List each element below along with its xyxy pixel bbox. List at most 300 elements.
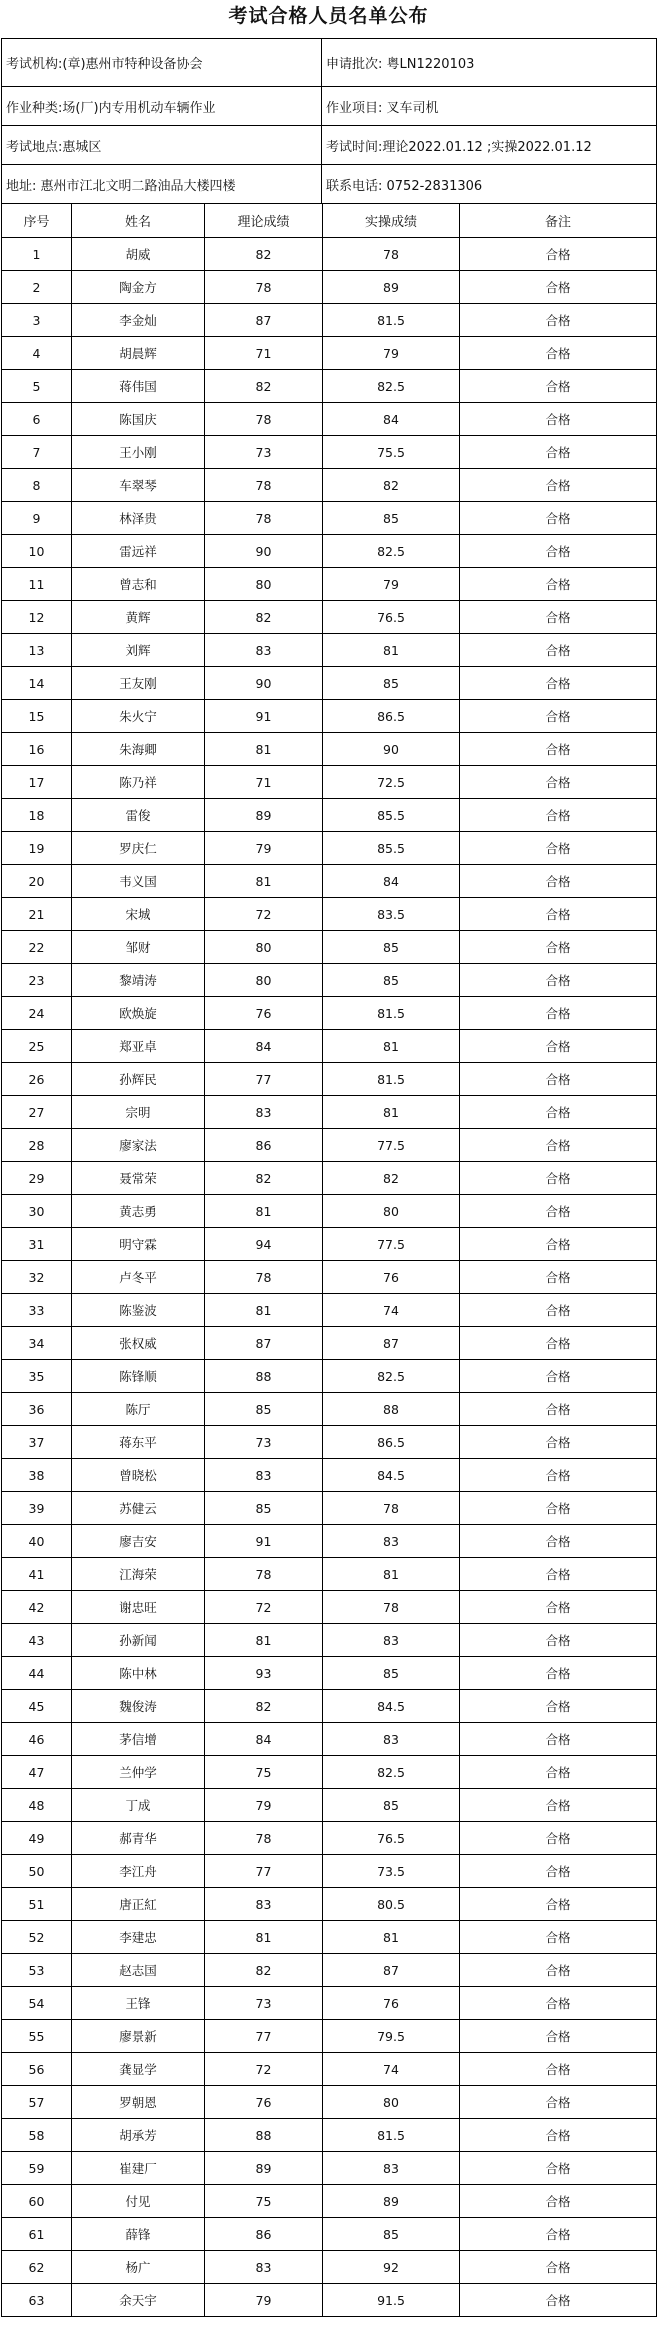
cell-index: 7 <box>2 436 72 469</box>
cell-name: 孙新闻 <box>72 1624 205 1657</box>
cell-index: 42 <box>2 1591 72 1624</box>
table-row <box>2 1756 657 1789</box>
cell-name: 陶金方 <box>72 271 205 304</box>
cell-index: 31 <box>2 1228 72 1261</box>
cell-remark: 合格 <box>460 2218 657 2251</box>
cell-remark: 合格 <box>460 1360 657 1393</box>
cell-practice-score: 84 <box>323 403 460 436</box>
cell-index: 50 <box>2 1855 72 1888</box>
cell-index: 5 <box>2 370 72 403</box>
cell-name: 曾志和 <box>72 568 205 601</box>
table-row <box>2 1591 657 1624</box>
cell-index: 16 <box>2 733 72 766</box>
cell-index: 15 <box>2 700 72 733</box>
cell-practice-score: 81 <box>323 634 460 667</box>
table-row <box>2 2185 657 2218</box>
table-row <box>2 1195 657 1228</box>
table-row <box>2 2284 657 2317</box>
cell-remark: 合格 <box>460 1393 657 1426</box>
cell-remark: 合格 <box>460 1789 657 1822</box>
cell-remark: 合格 <box>460 997 657 1030</box>
cell-remark: 合格 <box>460 1690 657 1723</box>
cell-theory-score: 82 <box>205 370 323 403</box>
table-row <box>2 1030 657 1063</box>
cell-remark: 合格 <box>460 865 657 898</box>
cell-remark: 合格 <box>460 1492 657 1525</box>
cell-remark: 合格 <box>460 2185 657 2218</box>
cell-name: 明守霖 <box>72 1228 205 1261</box>
cell-practice-score: 85 <box>323 931 460 964</box>
cell-name: 胡承芳 <box>72 2119 205 2152</box>
cell-practice-score: 87 <box>323 1327 460 1360</box>
cell-practice-score: 82.5 <box>323 370 460 403</box>
cell-name: 黎靖涛 <box>72 964 205 997</box>
cell-remark: 合格 <box>460 1162 657 1195</box>
cell-name: 李建忠 <box>72 1921 205 1954</box>
cell-index: 3 <box>2 304 72 337</box>
cell-remark: 合格 <box>460 502 657 535</box>
table-row <box>2 568 657 601</box>
cell-theory-score: 90 <box>205 535 323 568</box>
cell-name: 陈厅 <box>72 1393 205 1426</box>
cell-index: 27 <box>2 1096 72 1129</box>
cell-remark: 合格 <box>460 601 657 634</box>
cell-name: 廖景新 <box>72 2020 205 2053</box>
cell-index: 57 <box>2 2086 72 2119</box>
table-row <box>2 931 657 964</box>
cell-remark: 合格 <box>460 1195 657 1228</box>
cell-name: 茅信增 <box>72 1723 205 1756</box>
table-row <box>2 2119 657 2152</box>
table-row <box>2 1393 657 1426</box>
column-header-theory: 理论成绩 <box>205 204 323 238</box>
cell-theory-score: 82 <box>205 238 323 271</box>
cell-theory-score: 73 <box>205 1426 323 1459</box>
cell-theory-score: 78 <box>205 1822 323 1855</box>
cell-index: 32 <box>2 1261 72 1294</box>
cell-remark: 合格 <box>460 271 657 304</box>
cell-theory-score: 78 <box>205 469 323 502</box>
cell-name: 黄志勇 <box>72 1195 205 1228</box>
cell-practice-score: 88 <box>323 1393 460 1426</box>
table-row <box>2 832 657 865</box>
table-row <box>2 2251 657 2284</box>
cell-remark: 合格 <box>460 2086 657 2119</box>
table-row <box>2 1690 657 1723</box>
cell-theory-score: 79 <box>205 2284 323 2317</box>
cell-theory-score: 83 <box>205 2251 323 2284</box>
cell-name: 郑亚卓 <box>72 1030 205 1063</box>
table-row <box>2 1525 657 1558</box>
cell-index: 59 <box>2 2152 72 2185</box>
cell-remark: 合格 <box>460 1756 657 1789</box>
cell-practice-score: 76 <box>323 1261 460 1294</box>
cell-name: 杨广 <box>72 2251 205 2284</box>
table-row <box>2 1954 657 1987</box>
cell-remark: 合格 <box>460 898 657 931</box>
cell-practice-score: 81 <box>323 1921 460 1954</box>
cell-name: 罗朝恩 <box>72 2086 205 2119</box>
cell-remark: 合格 <box>460 1096 657 1129</box>
table-row <box>2 1558 657 1591</box>
page-title: 考试合格人员名单公布 <box>228 5 429 27</box>
cell-practice-score: 83 <box>323 1723 460 1756</box>
cell-practice-score: 81.5 <box>323 304 460 337</box>
cell-index: 13 <box>2 634 72 667</box>
cell-index: 29 <box>2 1162 72 1195</box>
exam-time: 考试时间:理论2022.01.12 ;实操2022.01.12 <box>322 126 657 165</box>
contact-phone: 联系电话: 0752-2831306 <box>322 165 657 204</box>
cell-practice-score: 76 <box>323 1987 460 2020</box>
table-row <box>2 1855 657 1888</box>
cell-index: 46 <box>2 1723 72 1756</box>
cell-practice-score: 89 <box>323 271 460 304</box>
cell-theory-score: 84 <box>205 1030 323 1063</box>
cell-practice-score: 72.5 <box>323 766 460 799</box>
cell-theory-score: 77 <box>205 1063 323 1096</box>
cell-index: 52 <box>2 1921 72 1954</box>
cell-practice-score: 83.5 <box>323 898 460 931</box>
cell-name: 余天宇 <box>72 2284 205 2317</box>
cell-practice-score: 76.5 <box>323 601 460 634</box>
table-row <box>2 1129 657 1162</box>
cell-practice-score: 83 <box>323 1624 460 1657</box>
cell-theory-score: 91 <box>205 1525 323 1558</box>
cell-index: 6 <box>2 403 72 436</box>
cell-index: 36 <box>2 1393 72 1426</box>
cell-remark: 合格 <box>460 634 657 667</box>
cell-practice-score: 79 <box>323 568 460 601</box>
cell-theory-score: 83 <box>205 634 323 667</box>
cell-theory-score: 87 <box>205 1327 323 1360</box>
table-row <box>2 865 657 898</box>
cell-index: 60 <box>2 2185 72 2218</box>
cell-remark: 合格 <box>460 667 657 700</box>
cell-practice-score: 81.5 <box>323 2119 460 2152</box>
cell-remark: 合格 <box>460 1987 657 2020</box>
cell-index: 19 <box>2 832 72 865</box>
table-row <box>2 700 657 733</box>
cell-index: 63 <box>2 2284 72 2317</box>
cell-remark: 合格 <box>460 1030 657 1063</box>
cell-practice-score: 84 <box>323 865 460 898</box>
address: 地址: 惠州市江北文明二路油品大楼四楼 <box>2 165 322 204</box>
cell-theory-score: 82 <box>205 1162 323 1195</box>
table-row <box>2 1162 657 1195</box>
cell-index: 53 <box>2 1954 72 1987</box>
cell-theory-score: 71 <box>205 337 323 370</box>
cell-name: 卢冬平 <box>72 1261 205 1294</box>
table-row <box>2 1096 657 1129</box>
cell-index: 22 <box>2 931 72 964</box>
table-row <box>2 2218 657 2251</box>
cell-index: 37 <box>2 1426 72 1459</box>
cell-theory-score: 83 <box>205 1459 323 1492</box>
cell-practice-score: 74 <box>323 1294 460 1327</box>
table-row <box>2 1360 657 1393</box>
cell-index: 20 <box>2 865 72 898</box>
cell-name: 廖家法 <box>72 1129 205 1162</box>
cell-remark: 合格 <box>460 1723 657 1756</box>
cell-name: 李金灿 <box>72 304 205 337</box>
cell-theory-score: 72 <box>205 898 323 931</box>
table-row <box>2 469 657 502</box>
cell-remark: 合格 <box>460 931 657 964</box>
cell-index: 4 <box>2 337 72 370</box>
cell-theory-score: 89 <box>205 799 323 832</box>
cell-name: 王友刚 <box>72 667 205 700</box>
cell-name: 兰仲学 <box>72 1756 205 1789</box>
cell-theory-score: 75 <box>205 2185 323 2218</box>
cell-theory-score: 88 <box>205 2119 323 2152</box>
cell-theory-score: 79 <box>205 1789 323 1822</box>
cell-practice-score: 76.5 <box>323 1822 460 1855</box>
results-body <box>2 238 657 2317</box>
cell-index: 14 <box>2 667 72 700</box>
cell-practice-score: 84.5 <box>323 1690 460 1723</box>
cell-theory-score: 82 <box>205 601 323 634</box>
cell-name: 曾晓松 <box>72 1459 205 1492</box>
cell-name: 王小刚 <box>72 436 205 469</box>
work-category: 作业种类:场(厂)内专用机动车辆作业 <box>2 87 322 126</box>
cell-remark: 合格 <box>460 1855 657 1888</box>
cell-theory-score: 75 <box>205 1756 323 1789</box>
header-row <box>2 204 657 238</box>
cell-index: 40 <box>2 1525 72 1558</box>
cell-remark: 合格 <box>460 1591 657 1624</box>
cell-theory-score: 72 <box>205 1591 323 1624</box>
cell-index: 48 <box>2 1789 72 1822</box>
cell-name: 廖吉安 <box>72 1525 205 1558</box>
cell-practice-score: 77.5 <box>323 1228 460 1261</box>
table-row <box>2 1888 657 1921</box>
cell-name: 林泽贵 <box>72 502 205 535</box>
cell-name: 龚显学 <box>72 2053 205 2086</box>
cell-theory-score: 83 <box>205 1888 323 1921</box>
table-row <box>2 1063 657 1096</box>
cell-index: 33 <box>2 1294 72 1327</box>
table-row <box>2 502 657 535</box>
cell-theory-score: 73 <box>205 1987 323 2020</box>
cell-remark: 合格 <box>460 403 657 436</box>
cell-index: 18 <box>2 799 72 832</box>
cell-remark: 合格 <box>460 2020 657 2053</box>
cell-index: 61 <box>2 2218 72 2251</box>
table-row <box>2 271 657 304</box>
cell-name: 陈中林 <box>72 1657 205 1690</box>
cell-remark: 合格 <box>460 1558 657 1591</box>
cell-name: 陈国庆 <box>72 403 205 436</box>
cell-remark: 合格 <box>460 436 657 469</box>
cell-index: 24 <box>2 997 72 1030</box>
table-row <box>2 964 657 997</box>
cell-name: 付见 <box>72 2185 205 2218</box>
table-row <box>2 898 657 931</box>
cell-practice-score: 81.5 <box>323 1063 460 1096</box>
cell-theory-score: 73 <box>205 436 323 469</box>
cell-theory-score: 82 <box>205 1954 323 1987</box>
cell-name: 赵志国 <box>72 1954 205 1987</box>
cell-practice-score: 89 <box>323 2185 460 2218</box>
cell-practice-score: 83 <box>323 1525 460 1558</box>
cell-practice-score: 85 <box>323 1789 460 1822</box>
table-row <box>2 535 657 568</box>
cell-index: 45 <box>2 1690 72 1723</box>
cell-name: 李江舟 <box>72 1855 205 1888</box>
cell-remark: 合格 <box>460 238 657 271</box>
cell-practice-score: 85.5 <box>323 799 460 832</box>
table-row <box>2 1921 657 1954</box>
table-row <box>2 337 657 370</box>
cell-index: 25 <box>2 1030 72 1063</box>
cell-theory-score: 81 <box>205 865 323 898</box>
cell-name: 崔建厂 <box>72 2152 205 2185</box>
cell-practice-score: 79 <box>323 337 460 370</box>
cell-remark: 合格 <box>460 1921 657 1954</box>
cell-remark: 合格 <box>460 1294 657 1327</box>
cell-index: 34 <box>2 1327 72 1360</box>
cell-index: 43 <box>2 1624 72 1657</box>
cell-practice-score: 82.5 <box>323 535 460 568</box>
results-table <box>1 203 657 2317</box>
cell-remark: 合格 <box>460 1228 657 1261</box>
cell-name: 张权威 <box>72 1327 205 1360</box>
cell-remark: 合格 <box>460 568 657 601</box>
cell-theory-score: 89 <box>205 2152 323 2185</box>
cell-remark: 合格 <box>460 2152 657 2185</box>
exam-location: 考试地点:惠城区 <box>2 126 322 165</box>
table-row <box>2 1723 657 1756</box>
table-row <box>2 997 657 1030</box>
cell-theory-score: 83 <box>205 1096 323 1129</box>
cell-name: 车翠琴 <box>72 469 205 502</box>
cell-practice-score: 82.5 <box>323 1756 460 1789</box>
table-row <box>2 1327 657 1360</box>
cell-practice-score: 86.5 <box>323 700 460 733</box>
table-row <box>2 2020 657 2053</box>
table-row <box>2 766 657 799</box>
cell-remark: 合格 <box>460 1954 657 1987</box>
cell-name: 雷远祥 <box>72 535 205 568</box>
cell-practice-score: 87 <box>323 1954 460 1987</box>
cell-remark: 合格 <box>460 766 657 799</box>
info-row <box>2 165 657 204</box>
cell-remark: 合格 <box>460 1822 657 1855</box>
cell-index: 55 <box>2 2020 72 2053</box>
cell-name: 聂常荣 <box>72 1162 205 1195</box>
cell-practice-score: 85.5 <box>323 832 460 865</box>
cell-practice-score: 77.5 <box>323 1129 460 1162</box>
cell-index: 41 <box>2 1558 72 1591</box>
cell-name: 黄辉 <box>72 601 205 634</box>
cell-practice-score: 73.5 <box>323 1855 460 1888</box>
column-header-index: 序号 <box>2 204 72 238</box>
cell-theory-score: 85 <box>205 1393 323 1426</box>
cell-index: 23 <box>2 964 72 997</box>
cell-remark: 合格 <box>460 733 657 766</box>
cell-index: 51 <box>2 1888 72 1921</box>
cell-name: 魏俊涛 <box>72 1690 205 1723</box>
cell-index: 39 <box>2 1492 72 1525</box>
table-row <box>2 634 657 667</box>
cell-theory-score: 86 <box>205 1129 323 1162</box>
cell-practice-score: 85 <box>323 667 460 700</box>
cell-index: 21 <box>2 898 72 931</box>
cell-index: 62 <box>2 2251 72 2284</box>
cell-remark: 合格 <box>460 304 657 337</box>
cell-remark: 合格 <box>460 2119 657 2152</box>
table-row <box>2 2086 657 2119</box>
cell-name: 苏健云 <box>72 1492 205 1525</box>
cell-name: 刘辉 <box>72 634 205 667</box>
cell-practice-score: 78 <box>323 238 460 271</box>
cell-theory-score: 78 <box>205 502 323 535</box>
cell-theory-score: 93 <box>205 1657 323 1690</box>
column-header-practice: 实操成绩 <box>323 204 460 238</box>
cell-index: 58 <box>2 2119 72 2152</box>
column-header-name: 姓名 <box>72 204 205 238</box>
table-row <box>2 1657 657 1690</box>
cell-name: 胡威 <box>72 238 205 271</box>
cell-remark: 合格 <box>460 700 657 733</box>
cell-name: 丁成 <box>72 1789 205 1822</box>
cell-name: 江海荣 <box>72 1558 205 1591</box>
cell-remark: 合格 <box>460 1261 657 1294</box>
cell-theory-score: 80 <box>205 931 323 964</box>
cell-index: 35 <box>2 1360 72 1393</box>
cell-name: 薛锋 <box>72 2218 205 2251</box>
cell-name: 唐正紅 <box>72 1888 205 1921</box>
cell-remark: 合格 <box>460 2284 657 2317</box>
cell-practice-score: 85 <box>323 502 460 535</box>
cell-index: 11 <box>2 568 72 601</box>
column-header-remark: 备注 <box>460 204 657 238</box>
cell-remark: 合格 <box>460 1426 657 1459</box>
cell-name: 蒋东平 <box>72 1426 205 1459</box>
cell-name: 雷俊 <box>72 799 205 832</box>
cell-name: 陈乃祥 <box>72 766 205 799</box>
table-row <box>2 1822 657 1855</box>
table-row <box>2 304 657 337</box>
cell-remark: 合格 <box>460 1624 657 1657</box>
table-row <box>2 1789 657 1822</box>
cell-practice-score: 85 <box>323 2218 460 2251</box>
cell-index: 49 <box>2 1822 72 1855</box>
cell-theory-score: 85 <box>205 1492 323 1525</box>
cell-remark: 合格 <box>460 535 657 568</box>
table-row <box>2 1987 657 2020</box>
cell-name: 谢忠旺 <box>72 1591 205 1624</box>
cell-name: 朱海卿 <box>72 733 205 766</box>
cell-theory-score: 80 <box>205 964 323 997</box>
cell-name: 郝青华 <box>72 1822 205 1855</box>
cell-remark: 合格 <box>460 964 657 997</box>
cell-index: 38 <box>2 1459 72 1492</box>
cell-practice-score: 86.5 <box>323 1426 460 1459</box>
cell-theory-score: 79 <box>205 832 323 865</box>
cell-index: 2 <box>2 271 72 304</box>
cell-practice-score: 81 <box>323 1558 460 1591</box>
table-row <box>2 238 657 271</box>
cell-remark: 合格 <box>460 2251 657 2284</box>
cell-theory-score: 87 <box>205 304 323 337</box>
cell-theory-score: 78 <box>205 403 323 436</box>
cell-name: 韦义国 <box>72 865 205 898</box>
table-row <box>2 601 657 634</box>
cell-practice-score: 78 <box>323 1591 460 1624</box>
cell-practice-score: 74 <box>323 2053 460 2086</box>
table-row <box>2 799 657 832</box>
